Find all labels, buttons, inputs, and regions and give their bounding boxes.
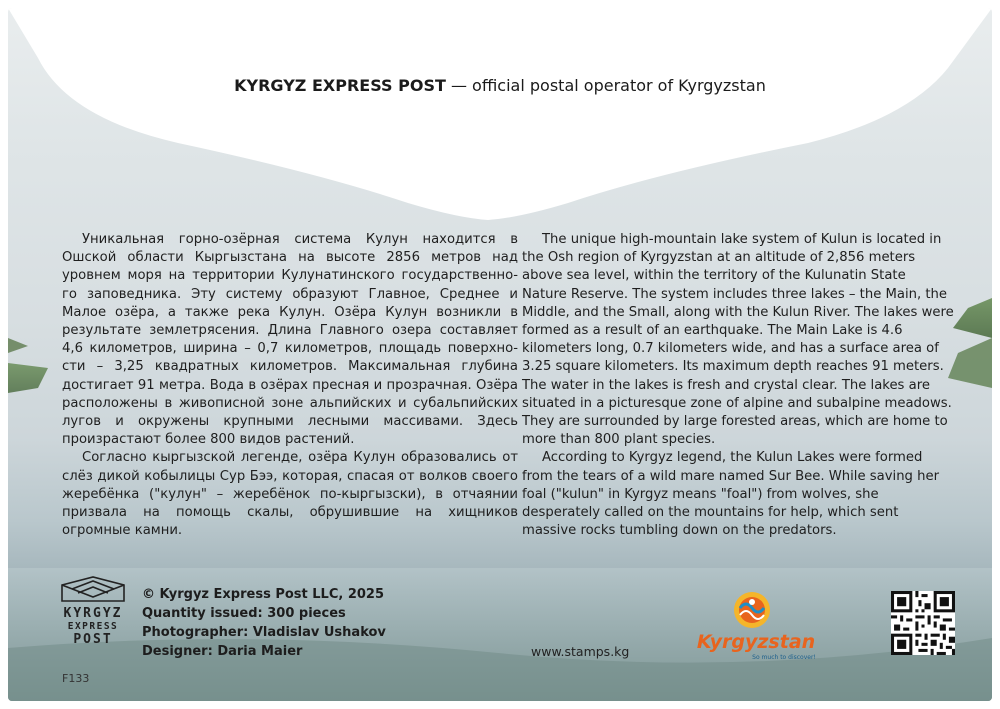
logo-line-3: POST bbox=[73, 632, 113, 647]
kyrgyz-express-post-logo bbox=[58, 575, 128, 646]
credit-designer: Designer: Daria Maier bbox=[142, 644, 303, 659]
credit-photographer: Photographer: Vladislav Ushakov bbox=[142, 625, 386, 640]
logo-line-1: KYRGYZ bbox=[63, 606, 123, 621]
qr-code-icon[interactable] bbox=[891, 591, 955, 655]
logo-line-2: EXPRESS bbox=[67, 621, 119, 632]
brand-slogan: So much to discover! bbox=[752, 654, 816, 661]
website-link[interactable]: www.stamps.kg bbox=[531, 644, 630, 659]
envelopes-icon bbox=[58, 575, 128, 603]
en-paragraph-2: According to Kyrgyz legend, the Kulun Lakes were formed from the tears of a wild mare named Sur Bee. While saving her foal ("kulun" in Kyrgyz means "foal") from wolves, she desperately called on the mountains for help, which sent massive rocks tumbling down on the predators. bbox=[522, 450, 940, 539]
text-column-english bbox=[522, 231, 954, 540]
product-code: F133 bbox=[62, 672, 90, 685]
envelope-flap bbox=[8, 8, 992, 238]
credits-block bbox=[142, 585, 386, 661]
ru-paragraph-2: Согласно кыргызской легенде, озёра Кулун образовались от слёз дикой кобылицы Сур Бээ, которая, спасая от волков своего жеребёнка ("кулун" – жеребёнок по-кыргызски), в отчаянии призвала на помощь скалы, обрушившие на хищников огромные камни. bbox=[62, 450, 518, 539]
kyrgyzstan-brand-logo bbox=[696, 588, 816, 668]
text-column-russian bbox=[62, 231, 518, 540]
header-brand: KYRGYZ EXPRESS POST bbox=[234, 76, 446, 95]
envelope-sheet bbox=[8, 8, 992, 701]
credit-copyright: © Kyrgyz Express Post LLC, 2025 bbox=[142, 587, 385, 602]
brand-name: Kyrgyzstan bbox=[696, 631, 816, 653]
credit-quantity: Quantity issued: 300 pieces bbox=[142, 606, 346, 621]
ru-paragraph-1: Уникальная горно-озёрная система Кулун находится в Ошской области Кыргызстана на высоте 2856 метров над уровнем моря на территории Кулунатинского государственно-го заповедника. Эту систему образуют Главное, Среднее и Малое озёра, а также река Кулун. Озёра Кулун возникли в результате землетрясения. Длина Главного озера составляет 4,6 километров, ширина – 0,7 километров, площадь поверхно-сти – 3,25 квадратных километров. Максимальная глубина достигает 91 метра. Вода в озёрах пресная и прозрачная. Озёра расположены в живописной зоне альпийских и субальпийских лугов и окружены крупными лесными массивами. Здесь произрастают более 800 видов растений. bbox=[62, 232, 518, 448]
en-paragraph-1: The unique high-mountain lake system of Kulun is located in the Osh region of Kyrgyzstan at an altitude of 2,856 meters above sea level, within the territory of the Kulunatin State Nature Reserve. The system includes three lakes – the Main, the Middle, and the Small, along with the Kulun River. The lakes were formed as a result of an earthquake. The Main Lake is 4.6 kilometers long, 0.7 kilometers wide, and has a surface area of 3.25 square kilometers. Its maximum depth reaches 91 meters. The water in the lakes is fresh and crystal clear. The lakes are situated in a picturesque zone of alpine and subalpine meadows. They are surrounded by large forested areas, which are home to more than 800 plant species. bbox=[522, 232, 954, 448]
header-tagline: — official postal operator of Kyrgyzstan bbox=[445, 76, 766, 95]
brand-emblem-icon bbox=[734, 592, 770, 628]
header-title bbox=[8, 76, 992, 95]
